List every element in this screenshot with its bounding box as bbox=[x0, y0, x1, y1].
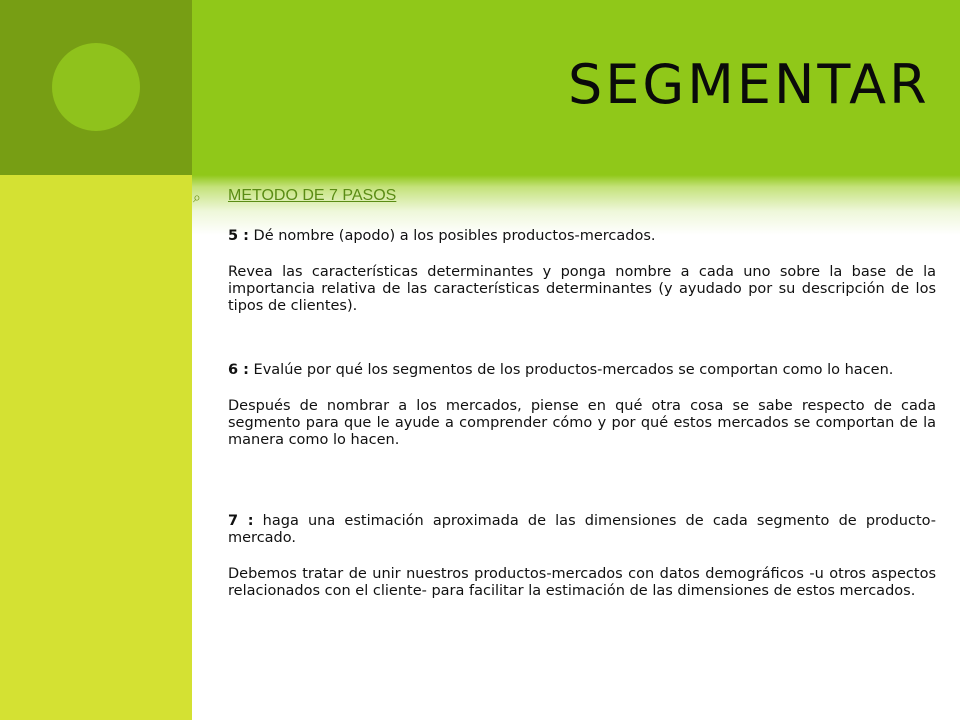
step-6-heading bbox=[228, 362, 936, 379]
step-7-number: 7 : bbox=[228, 513, 254, 529]
step-5-heading bbox=[228, 228, 936, 245]
metodo-link[interactable]: METODO DE 7 PASOS bbox=[228, 187, 397, 204]
bullet-icon: ⌕ bbox=[193, 189, 201, 205]
step-7-heading bbox=[228, 513, 936, 547]
step-7-body: Debemos tratar de unir nuestros productos-mercados con datos demográficos -u otros aspectos relacionados con el cliente- para facilitar la estimación de las dimensiones de estos mercados. bbox=[228, 566, 936, 599]
step-5-body: Revea las características determinantes y ponga nombre a cada uno sobre la base de la importancia relativa de las características determinantes (y ayudado por su descripción de los tipos de clientes). bbox=[228, 264, 936, 314]
decorative-circle bbox=[52, 43, 140, 131]
step-5-heading-text: Dé nombre (apodo) a los posibles productos-mercados. bbox=[248, 228, 656, 244]
step-6-heading-text: Evalúe por qué los segmentos de los productos-mercados se comportan como lo hacen. bbox=[248, 362, 894, 378]
step-5-number: 5 : bbox=[228, 228, 249, 244]
step-6-body: Después de nombrar a los mercados, piense en qué otra cosa se sabe respecto de cada segmento para que le ayude a comprender cómo y por qué estos mercados se comportan de la manera como lo hacen. bbox=[228, 398, 936, 448]
step-7-heading-text: haga una estimación aproximada de las dimensiones de cada segmento de producto-mercado. bbox=[228, 513, 936, 546]
step-6-number: 6 : bbox=[228, 362, 249, 378]
left-sidebar-band bbox=[0, 175, 192, 720]
slide-content bbox=[228, 228, 936, 600]
slide-title: SEGMENTAR bbox=[568, 53, 930, 116]
